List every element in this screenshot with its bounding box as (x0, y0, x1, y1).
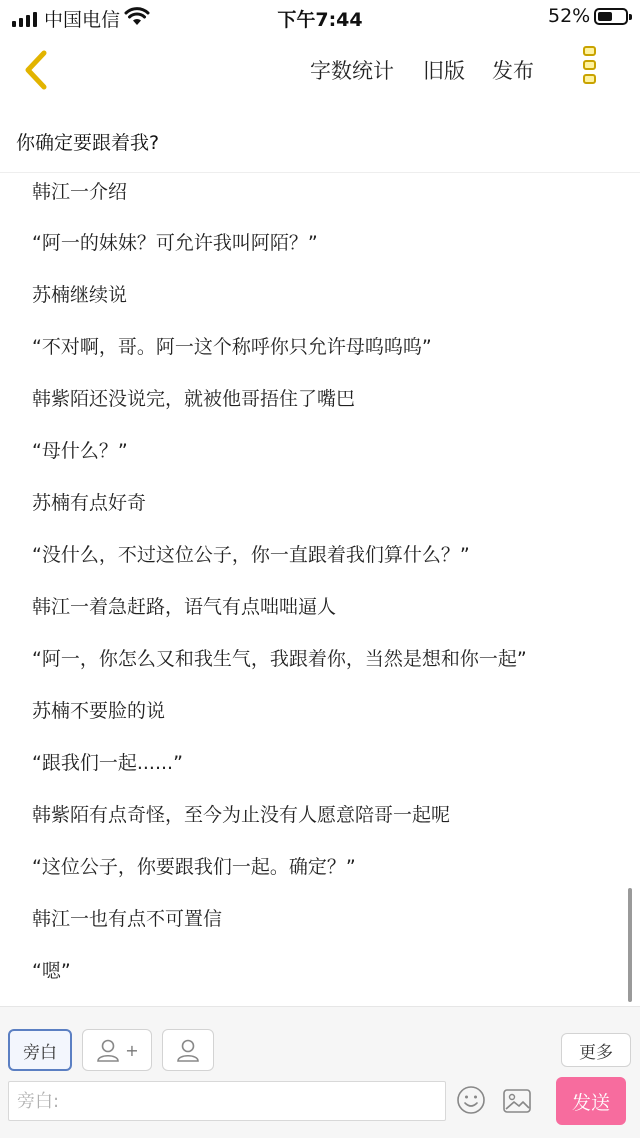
story-line[interactable]: 苏楠不要脸的说 (32, 700, 166, 722)
story-line[interactable]: “阿一，你怎么又和我生气，我跟着你，当然是想和你一起” (32, 648, 527, 670)
story-line[interactable]: “跟我们一起......” (32, 752, 183, 774)
old-version-button[interactable]: 旧版 (423, 59, 465, 83)
carrier-name: 中国电信 (44, 9, 121, 31)
story-line[interactable]: 韩江一介绍 (32, 181, 128, 203)
story-line[interactable]: “母什么？” (32, 440, 128, 462)
story-line[interactable]: “阿一的妹妹？可允许我叫阿陌？” (32, 232, 318, 254)
story-line[interactable]: 韩江一着急赶路，语气有点咄咄逼人 (32, 596, 337, 618)
role-avatar-button[interactable] (162, 1029, 214, 1071)
message-input[interactable] (8, 1081, 446, 1121)
person-icon (95, 1037, 121, 1063)
nav-bar (0, 36, 640, 102)
send-button[interactable] (556, 1077, 626, 1125)
more-button-label: 更多 (579, 1042, 613, 1063)
story-line[interactable]: “嗯” (32, 960, 71, 982)
emoji-icon[interactable] (456, 1085, 486, 1115)
add-role-button[interactable] (82, 1029, 152, 1071)
scrollbar[interactable] (628, 888, 632, 1002)
story-line[interactable]: “不对啊，哥。阿一这个称呼你只允许母呜呜呜” (32, 336, 432, 358)
story-line[interactable]: “这位公子，你要跟我们一起。确定？” (32, 856, 356, 878)
compose-toolbar (0, 1006, 640, 1138)
story-line[interactable]: 韩江一也有点不可置信 (32, 908, 223, 930)
story-content (32, 176, 622, 1008)
chapter-title[interactable]: 你确定要跟着我? (16, 132, 160, 154)
add-plus-icon: + (125, 1040, 139, 1060)
send-button-label: 发送 (571, 1091, 610, 1114)
battery-icon (594, 8, 628, 25)
title-divider (0, 172, 640, 173)
status-bar (0, 0, 640, 34)
more-vertical-icon[interactable] (579, 46, 599, 92)
publish-button[interactable]: 发布 (492, 59, 534, 83)
story-line[interactable]: 韩紫陌有点奇怪，至今为止没有人愿意陪哥一起呢 (32, 804, 451, 826)
image-icon[interactable] (502, 1087, 532, 1115)
narration-role-label: 旁白 (23, 1042, 57, 1063)
battery-percent: 52% (548, 5, 591, 27)
story-line[interactable]: 韩紫陌还没说完，就被他哥捂住了嘴巴 (32, 388, 356, 410)
word-count-button[interactable]: 字数统计 (310, 59, 394, 83)
narration-role-button[interactable] (8, 1029, 72, 1071)
more-button[interactable] (561, 1033, 631, 1067)
story-line[interactable]: 苏楠有点好奇 (32, 492, 147, 514)
story-line[interactable]: “没什么，不过这位公子，你一直跟着我们算什么？” (32, 544, 470, 566)
person-icon (175, 1037, 201, 1063)
clock: 下午7:44 (277, 9, 363, 31)
story-line[interactable]: 苏楠继续说 (32, 284, 128, 306)
chevron-left-icon[interactable] (18, 48, 58, 92)
